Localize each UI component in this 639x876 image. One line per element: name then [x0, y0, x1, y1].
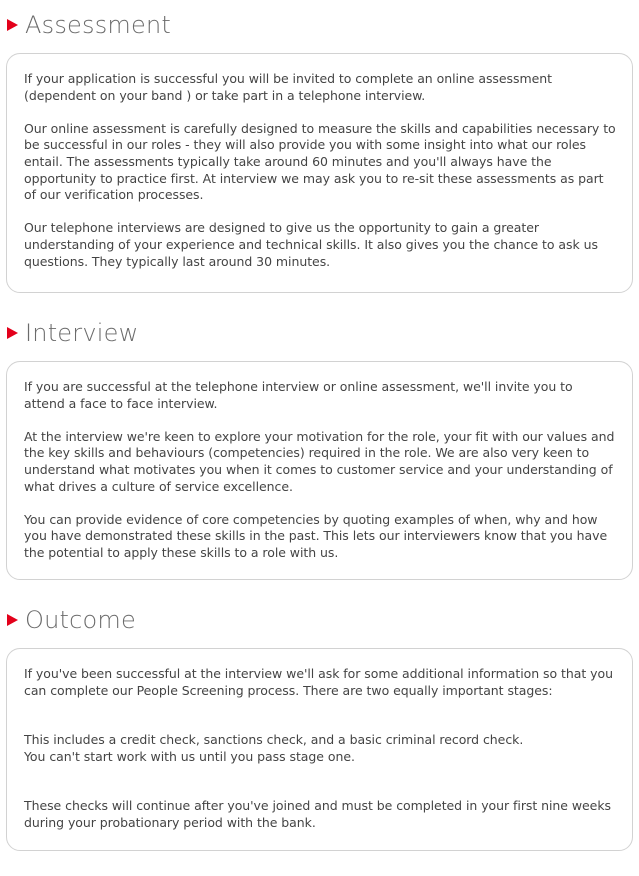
paragraph: You can provide evidence of core competencies by quoting examples of when, why and how you have demonstrated these skills in the past. This lets our interviewers know that you have the potential to apply these skills to a role with us. [24, 511, 608, 560]
paragraph: If you are successful at the telephone interview or online assessment, we'll invite you to attend a face to face interview. [24, 379, 573, 411]
section-title: Outcome [25, 606, 136, 634]
outcome-card [6, 648, 633, 851]
paragraph: Our online assessment is carefully designed to measure the skills and capabilities necessary to be successful in our roles - they will also provide you with some insight into what our roles entail. The assessments typically take around 60 minutes and you'll always have the opportunity to practice first. At interview we may ask you to re-sit these assessments as part of our verification processes. [24, 120, 616, 203]
stage-one-text: This includes a credit check, sanctions check, and a basic criminal record check. [24, 732, 524, 748]
paragraph: If your application is successful you will be invited to complete an online assessment (dependent on your band ) or take part in a telephone interview. [24, 71, 552, 103]
red-arrow-icon [7, 19, 18, 31]
red-arrow-icon [7, 614, 18, 626]
paragraph: Our telephone interviews are designed to give us the opportunity to gain a greater understanding of your experience and technical skills. It also gives you the chance to ask us questions. They typically last around 30 minutes. [24, 220, 598, 269]
section-title: Assessment [25, 11, 171, 39]
stage-two-text: These checks will continue after you've joined and must be completed in your first nine weeks during your probationary period with the bank. [24, 798, 611, 830]
section-title: Interview [25, 319, 139, 347]
stage-one-note: You can't start work with us until you pass stage one. [24, 748, 355, 764]
paragraph: If you've been successful at the interview we'll ask for some additional information so that you can complete our People Screening process. There are two equally important stages: [24, 666, 613, 698]
red-arrow-icon [7, 327, 18, 339]
paragraph: At the interview we're keen to explore your motivation for the role, your fit with our values and the key skills and behaviours (competencies) required in the role. We are also very keen to understand what motivates you when it comes to customer service and your understanding of what drives a culture of service excellence. [24, 428, 615, 494]
interview-card [6, 361, 633, 580]
assessment-card [6, 53, 633, 293]
